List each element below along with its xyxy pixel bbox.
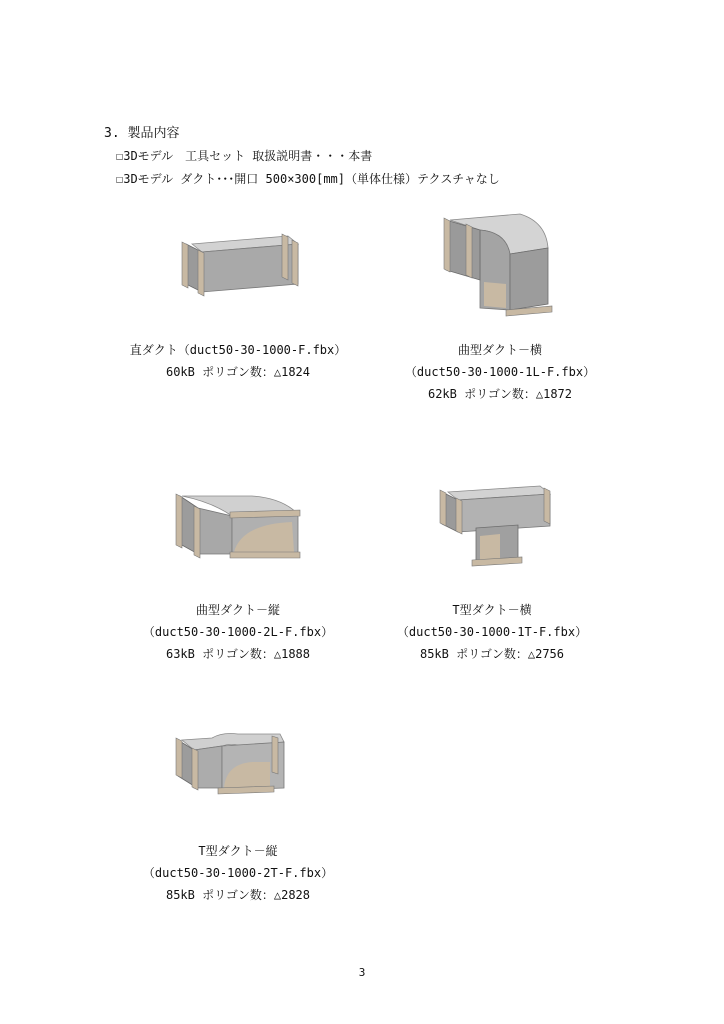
straight-duct-image (178, 230, 304, 300)
product-file: （duct50-30-1000-2L-F.fbx） (142, 625, 334, 639)
product-name: 直ダクト（duct50-30-1000-F.fbx） (129, 343, 347, 357)
page-number: 3 (358, 966, 366, 979)
product-caption (108, 599, 368, 665)
product-info: 85kB ポリゴン数：△2828 (165, 888, 310, 902)
product-caption (108, 840, 368, 906)
content-line-duct: ☐3Dモデル ダクト･･･開口 500×300[mm]（単体仕様）テクスチャなし (116, 172, 500, 186)
product-info: 63kB ポリゴン数：△1888 (165, 647, 310, 661)
section-heading: 3. 製品内容 (104, 126, 180, 141)
elbow-horizontal-image (440, 210, 556, 318)
product-info: 62kB ポリゴン数：△1872 (427, 387, 572, 401)
tee-vertical-image (172, 728, 292, 800)
tee-horizontal-image (436, 480, 556, 568)
content-line-tools: ☐3Dモデル 工具セット 取扱説明書・・・本書 (116, 149, 373, 163)
product-file: （duct50-30-1000-2T-F.fbx） (142, 866, 334, 880)
product-name: 曲型ダクト－縦 (195, 603, 280, 617)
product-caption (108, 339, 368, 383)
product-name: T型ダクト－縦 (198, 844, 278, 858)
product-file: （duct50-30-1000-1T-F.fbx） (396, 625, 588, 639)
product-caption (370, 339, 630, 405)
elbow-vertical-image (172, 488, 304, 564)
product-name: 曲型ダクト－横 (457, 343, 542, 357)
product-file: （duct50-30-1000-1L-F.fbx） (404, 365, 596, 379)
product-info: 60kB ポリゴン数：△1824 (165, 365, 310, 379)
product-info: 85kB ポリゴン数：△2756 (419, 647, 564, 661)
product-caption (362, 599, 622, 665)
product-name: T型ダクト－横 (452, 603, 532, 617)
